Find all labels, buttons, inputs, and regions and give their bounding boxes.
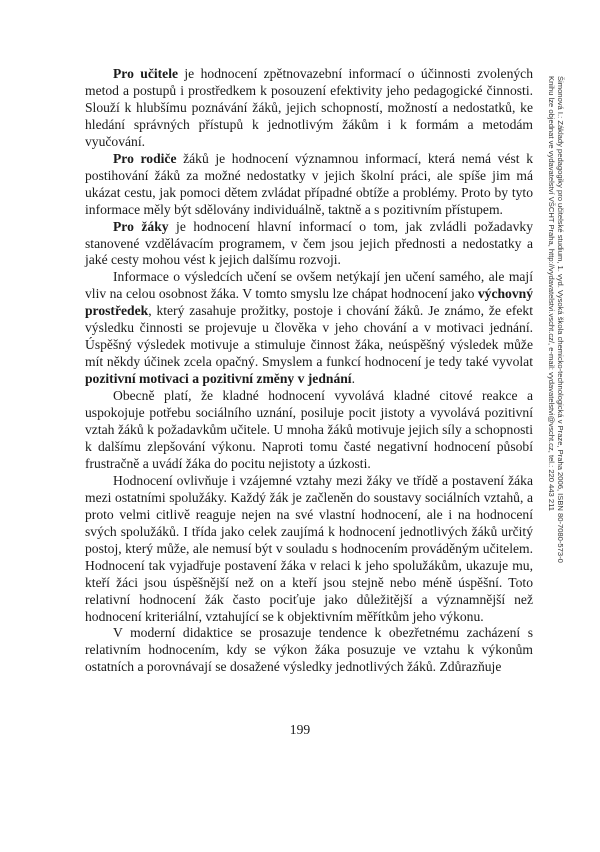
paragraph-parents: [85, 151, 533, 219]
paragraph-positive-evaluation: [85, 388, 533, 473]
paragraph-text: , který zasahuje prožitky, postoje i chování žáků. Je známo, že efekt výsledku činnosti se projevuje u člověka v jeho chování a v motivaci jednání. Úspěšný výsledek motivuje a stimuluje činnost žáka, neúspěšný výsledek může mít někdy účinek zcela opačný. Smyslem a funkcí hodnocení je tedy také vyvolat: [85, 303, 533, 370]
paragraph-text: .: [351, 371, 355, 387]
bold-term: výchovný prostředek: [85, 286, 533, 319]
paragraph-pupils: [85, 219, 533, 270]
bold-lead: Pro učitele: [113, 66, 179, 81]
body-text: [85, 66, 533, 676]
bold-term: pozitivní motivaci a pozitivní změny v jednání: [85, 371, 352, 387]
paragraph-text: je hodnocení zpětnovazební informací o účinnosti zvolených metod a postupů i prostředkem k posouzení efektivity jeho pedagogické činnosti. Slouží k hlubšímu poznávání žáků, jejich schopností, možností a nedostatků, ke hledání správných přístupů k jednotlivým žákům i k formám a metodám vyučování.: [85, 66, 533, 149]
page-number: 199: [289, 722, 311, 737]
paragraph-text: Obecně platí, že kladné hodnocení vyvolává kladné citové reakce a uspokojuje potřebu sociálního uznání, posiluje pocit jistoty a vyvolává pozitivní vztah žáků k požadavkům učitele. U mnoha žáků motivuje jejich síly a schopnosti k dalšímu zlepšování výkonu. Naproti tomu časté negativní hodnocení působí frustračně a uvádí žáka do pocitu nejistoty a úzkosti.: [85, 388, 533, 471]
paragraph-text: Hodnocení ovlivňuje i vzájemné vztahy mezi žáky ve třídě a postavení žáka mezi ostatními spolužáky. Každý žák je začleněn do soustavy sociálních vztahů, a proto velmi citlivě reaguje nejen na své vlastní hodnocení, ale i na hodnocení svých spolužáků. I třída jako celek zaujímá k hodnocení jednotlivých žáků určitý postoj, který může, ale nemusí být v souladu s hodnocením prováděným učitelem. Hodnocení tak vyjadřuje postavení žáka v relaci k jeho spolužákům, ukazuje mu, kteří žáci jsou úspěšnější než on a kteří jsou stejně nebo méně úspěšní. Toto relativní hodnocení žák často pociťuje jako důležitější a významnější než hodnocení kriteriální, vztahující se k objektivním měřítkům jeho výkonu.: [85, 472, 533, 624]
paragraph-text: V moderní didaktice se prosazuje tendence k obezřetnému zacházení s relativním hodnocením, kdy se výkon žáka posuzuje ve vztahu k výkonům ostatních a porovnávají se dosažené výsledky jednotlivých žáků. Zdůrazňuje: [85, 625, 533, 675]
ordering-info-line: Knihu lze objednat ve vydavatelství VŠCHT Praha, http://vydavatelstvi.vscht.cz/, e-mail: vydavatelstvi@vscht.cz, tel.: 220 443 211: [547, 76, 556, 511]
bold-lead: Pro rodiče: [113, 150, 177, 166]
paragraph-text: žáků je hodnocení významnou informací, která nemá vést k postihování žáků za možné nedostatky v jejich školní práci, ale spíše jim má ukázat cestu, jak pomoci dětem zvládat případné obtíže a problémy. Proto by tyto informace měly být sdělovány individuálně, taktně a s pozitivním přístupem.: [85, 150, 533, 217]
bold-lead: Pro žáky: [113, 218, 169, 234]
paragraph-learning-results: [85, 269, 533, 388]
paragraph-teachers: [85, 66, 533, 151]
side-citation-note: [547, 76, 565, 636]
paragraph-relationships: [85, 473, 533, 626]
paragraph-modern-didactics: [85, 625, 533, 676]
paragraph-text: Informace o výsledcích učení se ovšem netýkají jen učení samého, ale mají vliv na celou osobnost žáka. V tomto smyslu lze chápat hodnocení jako: [85, 269, 533, 302]
citation-line: Šimonová I.: Základy pedagogiky pro učitelské studium, 1. vyd. Vysoká škola chemicko-technologická v Praze, Praha 2006, ISBN 80-7080-573-0: [556, 76, 565, 563]
paragraph-text: je hodnocení hlavní informací o tom, jak zvládli požadavky stanovené vzdělávacím programem, v čem jsou jejich přednosti a nedostatky a jaké cesty mohou vést k jejich dalšímu rozvoji.: [85, 218, 533, 268]
